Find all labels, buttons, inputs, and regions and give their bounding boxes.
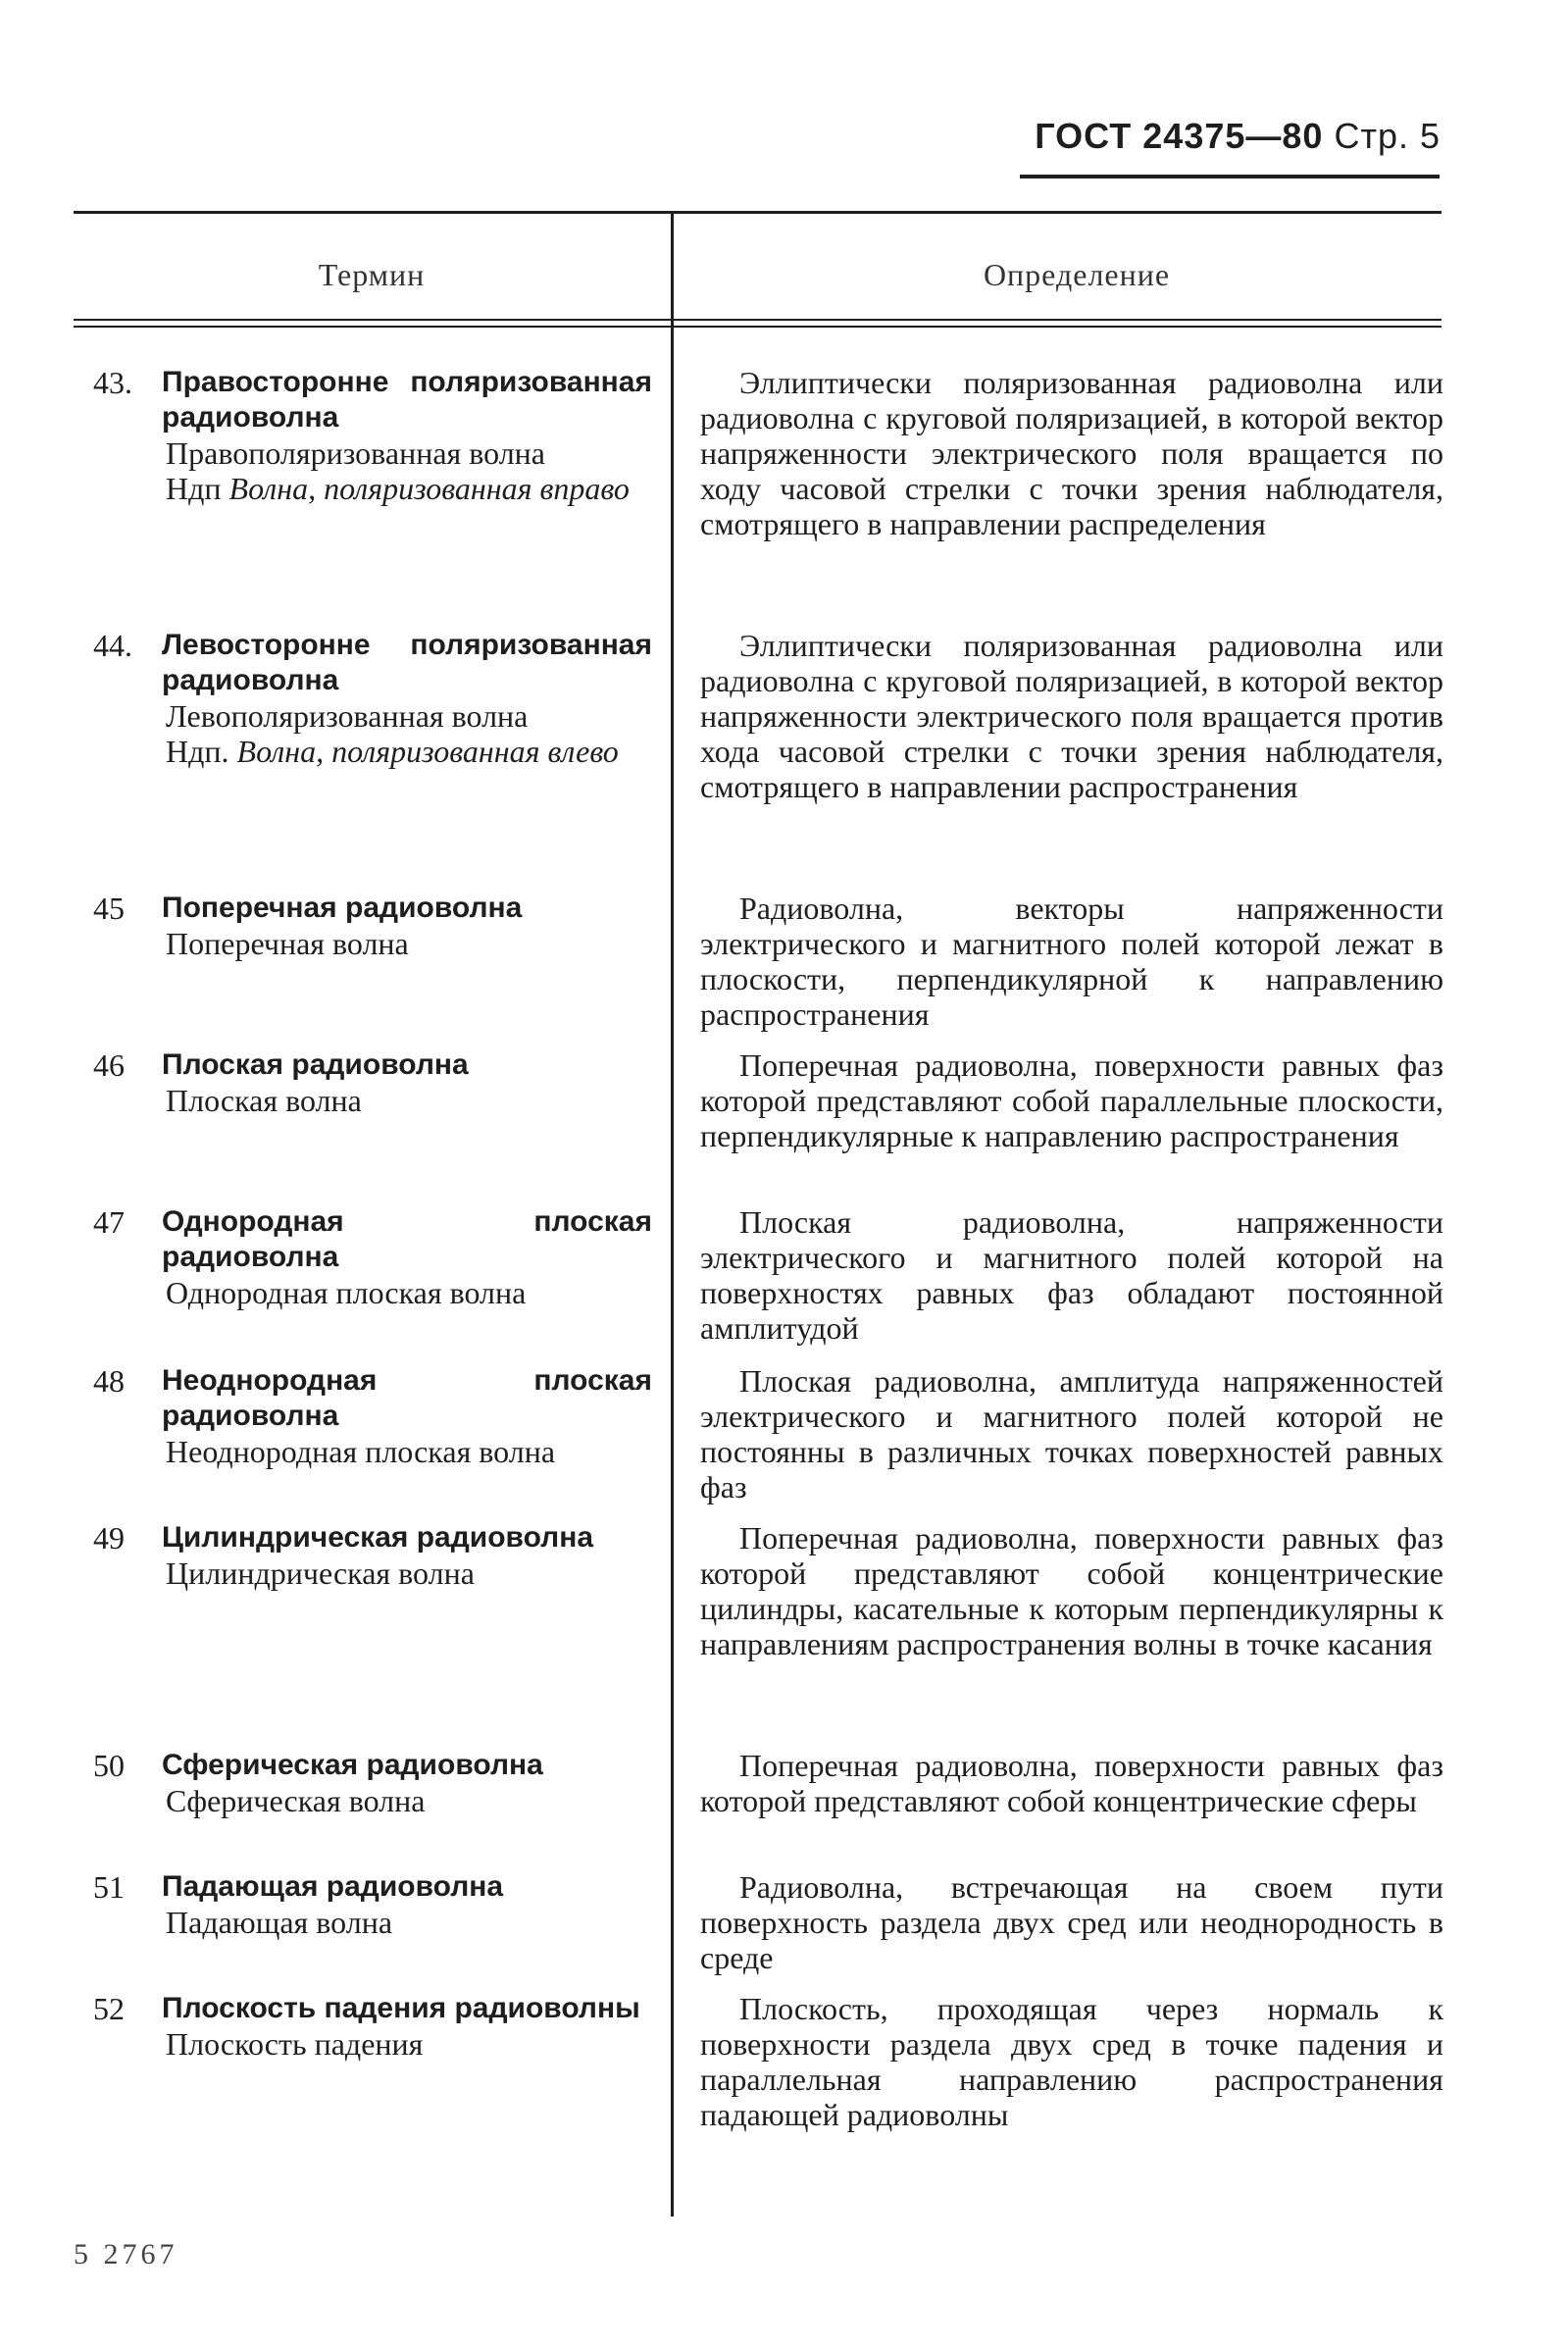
term-synonym: Однородная плоская волна (166, 1275, 527, 1310)
term-name: Правосторонне поляризованная радиоволна (162, 366, 652, 433)
term-name: Падающая радиоволна (162, 1870, 504, 1903)
term-cell (162, 1363, 652, 1469)
column-divider (671, 211, 674, 2217)
term-synonym: Левополяризованная волна (166, 698, 529, 734)
term-cell (162, 1204, 652, 1310)
definition-cell: Поперечная радиоволна, поверхности равных фаз которой представляют собой концентрические сферы (700, 1748, 1443, 1818)
definition-cell: Радиоволна, векторы напряженности электрического и магнитного полей которой лежат в плоскости, перпендикулярной к направлению распространения (700, 891, 1443, 1032)
term-number: 50 (93, 1748, 125, 1783)
definition-cell: Радиоволна, встречающая на своем пути поверхность раздела двух сред или неоднородность в среде (700, 1869, 1443, 1975)
definition-cell: Поперечная радиоволна, поверхности равных фаз которой представляют собой концентрические цилиндры, касательные к которым перпендикулярны к направлениям распространения волны в точке касания (700, 1520, 1443, 1661)
header-double-rule-top (74, 319, 1442, 321)
term-number: 43. (93, 365, 132, 400)
term-not-allowed: Ндп Волна, поляризованная вправо (166, 471, 630, 506)
print-code: 5 2767 (74, 2238, 178, 2270)
term-synonym: Правополяризованная волна (166, 435, 545, 471)
term-cell (162, 628, 652, 769)
definition-cell: Плоская радиоволна, амплитуда напряженностей электрического и магнитного полей которой не постоянны в различных точках поверхностей равных фаз (700, 1363, 1443, 1504)
running-header (1035, 116, 1441, 157)
term-name: Однородная плоская радиоволна (162, 1205, 652, 1273)
term-cell (162, 1869, 652, 1940)
term-number: 46 (93, 1047, 125, 1083)
term-cell (162, 1748, 652, 1818)
column-header-definition: Определение (983, 257, 1171, 292)
term-cell (162, 1991, 652, 2062)
term-number: 49 (93, 1520, 125, 1555)
term-synonym: Цилиндрическая волна (166, 1555, 475, 1591)
term-synonym: Неоднородная плоская волна (166, 1434, 556, 1469)
term-name: Поперечная радиоволна (162, 892, 523, 924)
definition-cell: Эллиптически поляризованная радиоволна или радиоволна с круговой поляризацией, в которой вектор напряженности электрического поля вращается против хода часовой стрелки с точки зрения наблюдателя, смотрящего в направлении распространения (700, 628, 1443, 804)
term-number: 48 (93, 1363, 125, 1399)
term-name: Левосторонне поляризованная радиоволна (162, 629, 652, 696)
term-cell (162, 1047, 652, 1118)
term-number: 51 (93, 1869, 125, 1905)
definition-cell: Эллиптически поляризованная радиоволна или радиоволна с круговой поляризацией, в которой вектор напряженности электрического поля вращается по ходу часовой стрелки с точки зрения наблюдателя, смотрящего в направлении распределения (700, 365, 1443, 541)
term-number: 45 (93, 891, 125, 926)
term-name: Неоднородная плоская радиоволна (162, 1364, 652, 1432)
column-header-term: Термин (318, 257, 426, 292)
term-name: Цилиндрическая радиоволна (162, 1521, 594, 1554)
term-cell (162, 365, 652, 506)
definition-cell: Поперечная радиоволна, поверхности равных фаз которой представляют собой параллельные плоскости, перпендикулярные к направлению распространения (700, 1047, 1443, 1153)
term-synonym: Падающая волна (166, 1905, 393, 1940)
term-cell (162, 891, 652, 961)
header-rule (1020, 175, 1440, 178)
term-name: Плоскость падения радиоволны (162, 1992, 640, 2024)
term-synonym: Поперечная волна (166, 926, 409, 961)
term-number: 52 (93, 1991, 125, 2026)
term-not-allowed: Ндп. Волна, поляризованная влево (166, 734, 619, 769)
term-synonym: Плоскость падения (166, 2026, 424, 2062)
term-synonym: Сферическая волна (166, 1783, 426, 1818)
definition-cell: Плоскость, проходящая через нормаль к поверхности раздела двух сред в точке падения и параллельная направлению распространения падающей радиоволны (700, 1991, 1443, 2132)
term-name: Сферическая радиоволна (162, 1749, 543, 1781)
header-double-rule-bottom (74, 326, 1442, 328)
term-cell (162, 1520, 652, 1591)
term-number: 47 (93, 1204, 125, 1240)
definition-cell: Плоская радиоволна, напряженности электрического и магнитного полей которой на поверхностях равных фаз обладают постоянной амплитудой (700, 1204, 1443, 1346)
standard-number: ГОСТ 24375—80 (1035, 116, 1324, 156)
term-name: Плоская радиоволна (162, 1048, 469, 1081)
term-number: 44. (93, 628, 132, 663)
page-label: Стр. 5 (1334, 116, 1441, 156)
term-synonym: Плоская волна (166, 1083, 362, 1118)
table-top-rule (74, 211, 1442, 214)
